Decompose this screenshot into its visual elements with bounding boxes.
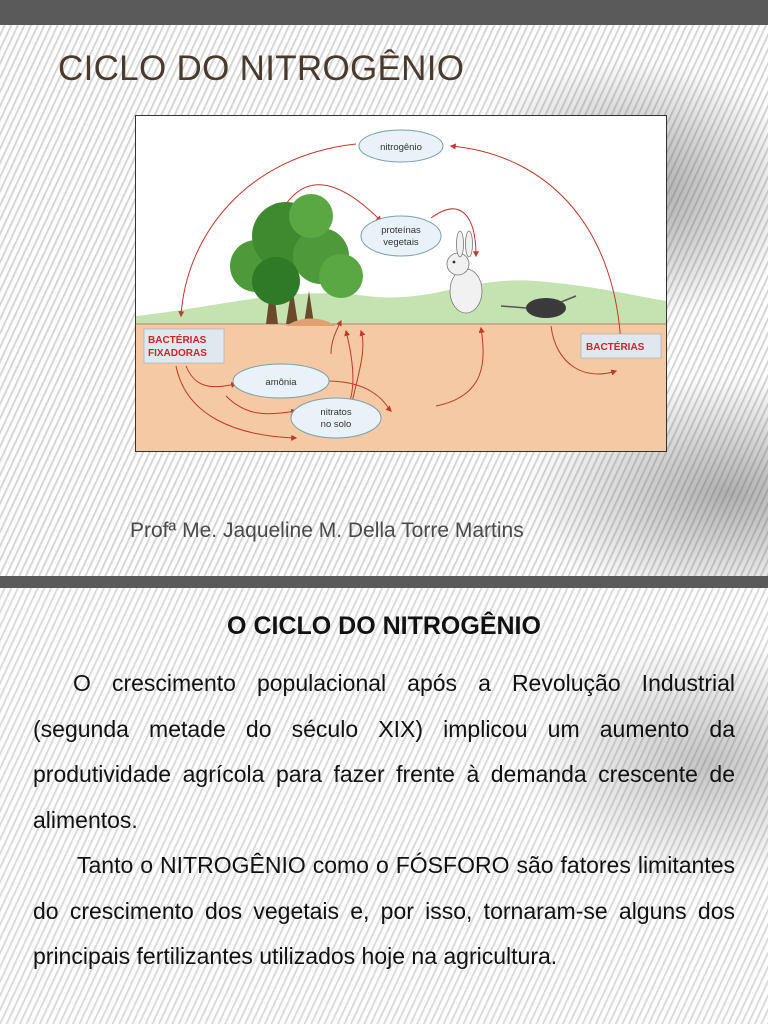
author-name: Profª Me. Jaqueline M. Della Torre Martins — [130, 519, 524, 542]
paragraph: Tanto o NITROGÊNIO como o FÓSFORO são fatores limitantes do crescimento dos vegetais e, por isso, tornaram-se alguns dos principais fertilizantes utilizados hoje na agricultura. — [33, 852, 735, 969]
node-nitrogenio — [359, 130, 443, 162]
svg-text:vegetais: vegetais — [383, 237, 419, 248]
slide-title: CICLO DO NITROGÊNIO — [58, 49, 465, 88]
nitrogen-cycle-diagram — [135, 115, 667, 452]
svg-text:proteínas: proteínas — [381, 225, 421, 236]
node-proteinas-vegetais — [361, 216, 441, 256]
content-slide — [0, 588, 768, 1024]
svg-text:FIXADORAS: FIXADORAS — [148, 348, 207, 359]
svg-text:BACTÉRIAS: BACTÉRIAS — [148, 335, 207, 346]
paragraph: O crescimento populacional após a Revolução Industrial (segunda metade do século XIX) implicou um aumento da produtividade agrícola para fazer frente à demanda crescente de alimentos. — [33, 670, 735, 833]
node-bacterias-fixadoras — [144, 329, 224, 363]
svg-text:nitratos: nitratos — [320, 407, 352, 418]
svg-text:amônia: amônia — [265, 377, 297, 388]
svg-text:no solo: no solo — [320, 419, 352, 430]
slide-title: O CICLO DO NITROGÊNIO — [227, 612, 541, 640]
svg-text:BACTÉRIAS: BACTÉRIAS — [586, 342, 645, 353]
svg-text:nitrogênio: nitrogênio — [380, 142, 422, 153]
title-slide — [0, 25, 768, 576]
node-nitratos-no-solo — [291, 398, 381, 438]
node-bacterias — [581, 334, 661, 358]
slide-body — [33, 661, 735, 980]
node-amonia — [233, 364, 329, 398]
